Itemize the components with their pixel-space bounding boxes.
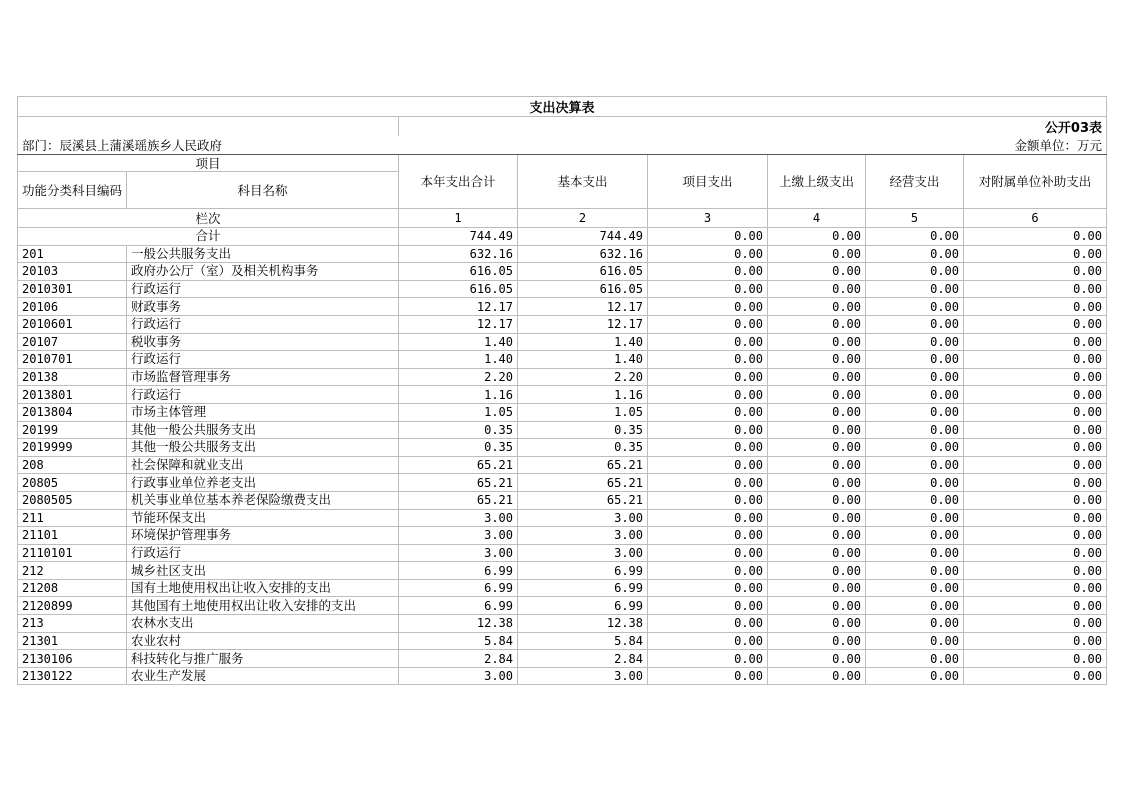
total-value: 744.49 <box>399 228 518 246</box>
column-number: 3 <box>648 209 768 228</box>
subject-name: 农业农村 <box>127 632 399 650</box>
amount-cell: 12.38 <box>399 615 518 633</box>
amount-cell: 0.00 <box>866 474 964 492</box>
amount-cell: 0.00 <box>866 667 964 685</box>
amount-cell: 0.00 <box>648 439 768 457</box>
data-rows <box>18 245 1107 685</box>
amount-cell: 0.00 <box>648 456 768 474</box>
amount-cell: 0.00 <box>866 579 964 597</box>
amount-cell: 0.00 <box>866 315 964 333</box>
table-row <box>18 562 1107 580</box>
amount-cell: 0.00 <box>648 650 768 668</box>
table-row <box>18 509 1107 527</box>
amount-cell: 65.21 <box>399 491 518 509</box>
amount-cell: 0.00 <box>964 386 1107 404</box>
table-row <box>18 474 1107 492</box>
subject-code: 2080505 <box>18 491 127 509</box>
amount-cell: 0.00 <box>768 474 866 492</box>
amount-cell: 6.99 <box>399 579 518 597</box>
amount-cell: 0.00 <box>768 263 866 281</box>
amount-cell: 0.00 <box>964 439 1107 457</box>
amount-cell: 0.00 <box>964 263 1107 281</box>
amount-cell: 12.17 <box>399 298 518 316</box>
amount-cell: 0.00 <box>964 403 1107 421</box>
amount-cell: 12.17 <box>518 315 648 333</box>
amount-cell: 1.16 <box>518 386 648 404</box>
amount-cell: 6.99 <box>518 579 648 597</box>
amount-cell: 65.21 <box>518 456 648 474</box>
subject-code: 213 <box>18 615 127 633</box>
amount-cell: 616.05 <box>518 280 648 298</box>
amount-cell: 0.00 <box>648 333 768 351</box>
amount-cell: 3.00 <box>399 667 518 685</box>
subject-code: 2110101 <box>18 544 127 562</box>
amount-cell: 2.20 <box>518 368 648 386</box>
header-subsidy: 对附属单位补助支出 <box>964 155 1107 209</box>
amount-cell: 0.00 <box>768 579 866 597</box>
table-row <box>18 421 1107 439</box>
subject-name: 财政事务 <box>127 298 399 316</box>
amount-cell: 0.00 <box>768 456 866 474</box>
amount-cell: 65.21 <box>399 456 518 474</box>
table-title: 支出决算表 <box>18 97 1107 117</box>
amount-cell: 616.05 <box>399 280 518 298</box>
table-row <box>18 544 1107 562</box>
amount-cell: 0.00 <box>866 403 964 421</box>
subject-name: 社会保障和就业支出 <box>127 456 399 474</box>
amount-cell: 0.00 <box>964 597 1107 615</box>
subject-code: 2010601 <box>18 315 127 333</box>
subject-name: 其他一般公共服务支出 <box>127 421 399 439</box>
table-row <box>18 368 1107 386</box>
amount-cell: 6.99 <box>518 597 648 615</box>
subject-name: 行政事业单位养老支出 <box>127 474 399 492</box>
amount-cell: 0.00 <box>648 315 768 333</box>
amount-cell: 632.16 <box>518 245 648 263</box>
amount-cell: 0.00 <box>648 298 768 316</box>
amount-cell: 0.00 <box>866 544 964 562</box>
amount-cell: 0.35 <box>399 421 518 439</box>
amount-cell: 0.35 <box>518 421 648 439</box>
amount-cell: 0.00 <box>648 351 768 369</box>
amount-cell: 0.00 <box>866 650 964 668</box>
subject-code: 2019999 <box>18 439 127 457</box>
header-code: 功能分类科目编码 <box>18 172 127 209</box>
table-row <box>18 527 1107 545</box>
subject-code: 20106 <box>18 298 127 316</box>
department-label: 部门：辰溪县上蒲溪瑶族乡人民政府 <box>18 136 399 155</box>
table-row <box>18 597 1107 615</box>
header-basic: 基本支出 <box>518 155 648 209</box>
amount-cell: 0.00 <box>648 491 768 509</box>
subject-code: 2010701 <box>18 351 127 369</box>
table-row <box>18 579 1107 597</box>
amount-cell: 0.00 <box>964 368 1107 386</box>
amount-cell: 0.00 <box>964 491 1107 509</box>
amount-cell: 6.99 <box>399 562 518 580</box>
amount-cell: 0.00 <box>768 491 866 509</box>
subject-name: 其他国有土地使用权出让收入安排的支出 <box>127 597 399 615</box>
amount-cell: 0.00 <box>866 632 964 650</box>
amount-cell: 0.00 <box>964 245 1107 263</box>
header-project-expenditure: 项目支出 <box>648 155 768 209</box>
subject-code: 2130122 <box>18 667 127 685</box>
table-row <box>18 456 1107 474</box>
table-row <box>18 351 1107 369</box>
subject-code: 208 <box>18 456 127 474</box>
amount-cell: 0.00 <box>866 280 964 298</box>
amount-cell: 0.00 <box>768 632 866 650</box>
amount-cell: 1.05 <box>399 403 518 421</box>
subject-name: 政府办公厅（室）及相关机构事务 <box>127 263 399 281</box>
column-number: 4 <box>768 209 866 228</box>
amount-cell: 0.00 <box>964 562 1107 580</box>
subject-name: 节能环保支出 <box>127 509 399 527</box>
amount-cell: 0.00 <box>768 351 866 369</box>
amount-cell: 0.00 <box>648 474 768 492</box>
amount-cell: 0.00 <box>964 456 1107 474</box>
amount-cell: 0.00 <box>866 368 964 386</box>
table-row <box>18 263 1107 281</box>
subject-name: 行政运行 <box>127 280 399 298</box>
amount-cell: 2.84 <box>518 650 648 668</box>
column-number: 6 <box>964 209 1107 228</box>
amount-cell: 3.00 <box>518 667 648 685</box>
amount-cell: 0.00 <box>964 509 1107 527</box>
amount-cell: 6.99 <box>399 597 518 615</box>
amount-cell: 12.17 <box>518 298 648 316</box>
amount-cell: 0.00 <box>866 439 964 457</box>
amount-cell: 616.05 <box>399 263 518 281</box>
amount-cell: 0.00 <box>768 509 866 527</box>
amount-cell: 0.00 <box>964 474 1107 492</box>
column-number-label: 栏次 <box>18 209 399 228</box>
amount-cell: 616.05 <box>518 263 648 281</box>
table-row <box>18 315 1107 333</box>
amount-cell: 0.00 <box>648 403 768 421</box>
amount-cell: 0.00 <box>768 315 866 333</box>
amount-cell: 0.00 <box>768 544 866 562</box>
subject-name: 环境保护管理事务 <box>127 527 399 545</box>
amount-cell: 0.35 <box>399 439 518 457</box>
expenditure-table <box>17 96 1107 685</box>
formno-spacer <box>18 117 399 137</box>
amount-cell: 0.00 <box>866 298 964 316</box>
amount-cell: 0.00 <box>866 421 964 439</box>
amount-cell: 0.00 <box>964 351 1107 369</box>
header-upper-level: 上缴上级支出 <box>768 155 866 209</box>
subject-code: 20199 <box>18 421 127 439</box>
subject-code: 2010301 <box>18 280 127 298</box>
header-total: 本年支出合计 <box>399 155 518 209</box>
subject-name: 行政运行 <box>127 351 399 369</box>
amount-cell: 65.21 <box>399 474 518 492</box>
header-project: 项目 <box>18 155 399 172</box>
amount-cell: 0.00 <box>866 527 964 545</box>
amount-cell: 0.00 <box>768 597 866 615</box>
amount-cell: 0.00 <box>768 333 866 351</box>
total-value: 0.00 <box>768 228 866 246</box>
subject-name: 其他一般公共服务支出 <box>127 439 399 457</box>
total-value: 0.00 <box>964 228 1107 246</box>
amount-cell: 65.21 <box>518 474 648 492</box>
subject-name: 市场监督管理事务 <box>127 368 399 386</box>
table-row <box>18 615 1107 633</box>
subject-name: 农林水支出 <box>127 615 399 633</box>
amount-cell: 0.00 <box>768 421 866 439</box>
amount-cell: 0.00 <box>964 667 1107 685</box>
header-business: 经营支出 <box>866 155 964 209</box>
table-row <box>18 386 1107 404</box>
subject-name: 农业生产发展 <box>127 667 399 685</box>
amount-cell: 0.00 <box>866 615 964 633</box>
amount-cell: 0.00 <box>866 351 964 369</box>
amount-cell: 0.00 <box>648 421 768 439</box>
subject-code: 2013804 <box>18 403 127 421</box>
amount-cell: 0.35 <box>518 439 648 457</box>
amount-cell: 0.00 <box>866 333 964 351</box>
amount-cell: 0.00 <box>964 527 1107 545</box>
total-label: 合计 <box>18 228 399 246</box>
amount-cell: 0.00 <box>648 509 768 527</box>
amount-cell: 0.00 <box>866 386 964 404</box>
amount-cell: 0.00 <box>866 491 964 509</box>
subject-code: 21301 <box>18 632 127 650</box>
amount-cell: 0.00 <box>866 456 964 474</box>
amount-cell: 2.20 <box>399 368 518 386</box>
amount-cell: 0.00 <box>866 509 964 527</box>
amount-cell: 3.00 <box>518 509 648 527</box>
subject-name: 行政运行 <box>127 386 399 404</box>
subject-name: 国有土地使用权出让收入安排的支出 <box>127 579 399 597</box>
amount-cell: 0.00 <box>768 562 866 580</box>
total-value: 744.49 <box>518 228 648 246</box>
amount-cell: 0.00 <box>648 245 768 263</box>
amount-cell: 0.00 <box>648 667 768 685</box>
amount-cell: 0.00 <box>964 579 1107 597</box>
amount-cell: 5.84 <box>518 632 648 650</box>
amount-cell: 0.00 <box>768 386 866 404</box>
table-row <box>18 280 1107 298</box>
amount-cell: 0.00 <box>648 263 768 281</box>
amount-cell: 1.16 <box>399 386 518 404</box>
subject-name: 市场主体管理 <box>127 403 399 421</box>
table-row <box>18 650 1107 668</box>
amount-cell: 0.00 <box>768 298 866 316</box>
amount-cell: 0.00 <box>768 615 866 633</box>
amount-cell: 0.00 <box>768 280 866 298</box>
table-row <box>18 298 1107 316</box>
amount-cell: 0.00 <box>964 333 1107 351</box>
amount-cell: 0.00 <box>964 544 1107 562</box>
amount-cell: 0.00 <box>964 632 1107 650</box>
subject-code: 211 <box>18 509 127 527</box>
subject-code: 20107 <box>18 333 127 351</box>
table-row <box>18 667 1107 685</box>
amount-cell: 0.00 <box>964 421 1107 439</box>
amount-cell: 1.40 <box>399 351 518 369</box>
amount-cell: 0.00 <box>768 650 866 668</box>
subject-name: 机关事业单位基本养老保险缴费支出 <box>127 491 399 509</box>
amount-cell: 12.17 <box>399 315 518 333</box>
subject-code: 2130106 <box>18 650 127 668</box>
form-number: 公开03表 <box>399 117 1107 137</box>
table-row <box>18 333 1107 351</box>
amount-cell: 0.00 <box>648 544 768 562</box>
table-row <box>18 632 1107 650</box>
subject-code: 212 <box>18 562 127 580</box>
amount-cell: 6.99 <box>518 562 648 580</box>
table-row <box>18 491 1107 509</box>
amount-cell: 0.00 <box>648 368 768 386</box>
amount-cell: 1.40 <box>399 333 518 351</box>
amount-cell: 0.00 <box>648 579 768 597</box>
amount-cell: 3.00 <box>399 527 518 545</box>
amount-cell: 0.00 <box>648 527 768 545</box>
column-number: 2 <box>518 209 648 228</box>
unit-label: 金额单位：万元 <box>399 136 1107 155</box>
total-row <box>18 228 1107 246</box>
amount-cell: 1.05 <box>518 403 648 421</box>
subject-code: 2120899 <box>18 597 127 615</box>
amount-cell: 0.00 <box>964 315 1107 333</box>
subject-code: 21101 <box>18 527 127 545</box>
amount-cell: 0.00 <box>648 386 768 404</box>
amount-cell: 0.00 <box>648 562 768 580</box>
amount-cell: 0.00 <box>964 280 1107 298</box>
header-name: 科目名称 <box>127 172 399 209</box>
total-value: 0.00 <box>866 228 964 246</box>
amount-cell: 3.00 <box>518 527 648 545</box>
subject-name: 行政运行 <box>127 315 399 333</box>
amount-cell: 0.00 <box>768 368 866 386</box>
subject-code: 20138 <box>18 368 127 386</box>
amount-cell: 0.00 <box>648 615 768 633</box>
amount-cell: 0.00 <box>964 298 1107 316</box>
total-value: 0.00 <box>648 228 768 246</box>
amount-cell: 0.00 <box>866 245 964 263</box>
subject-code: 201 <box>18 245 127 263</box>
amount-cell: 0.00 <box>866 562 964 580</box>
amount-cell: 0.00 <box>768 527 866 545</box>
amount-cell: 0.00 <box>648 632 768 650</box>
subject-code: 20805 <box>18 474 127 492</box>
table-row <box>18 245 1107 263</box>
amount-cell: 0.00 <box>648 280 768 298</box>
amount-cell: 0.00 <box>964 615 1107 633</box>
amount-cell: 632.16 <box>399 245 518 263</box>
amount-cell: 0.00 <box>866 263 964 281</box>
amount-cell: 1.40 <box>518 333 648 351</box>
subject-name: 一般公共服务支出 <box>127 245 399 263</box>
subject-name: 行政运行 <box>127 544 399 562</box>
subject-name: 科技转化与推广服务 <box>127 650 399 668</box>
amount-cell: 0.00 <box>964 650 1107 668</box>
subject-name: 城乡社区支出 <box>127 562 399 580</box>
amount-cell: 12.38 <box>518 615 648 633</box>
subject-code: 21208 <box>18 579 127 597</box>
column-number: 1 <box>399 209 518 228</box>
amount-cell: 0.00 <box>768 403 866 421</box>
subject-name: 税收事务 <box>127 333 399 351</box>
amount-cell: 1.40 <box>518 351 648 369</box>
amount-cell: 0.00 <box>866 597 964 615</box>
subject-code: 2013801 <box>18 386 127 404</box>
table-row <box>18 403 1107 421</box>
amount-cell: 2.84 <box>399 650 518 668</box>
amount-cell: 0.00 <box>768 667 866 685</box>
column-number: 5 <box>866 209 964 228</box>
amount-cell: 0.00 <box>768 439 866 457</box>
amount-cell: 3.00 <box>518 544 648 562</box>
amount-cell: 3.00 <box>399 509 518 527</box>
subject-code: 20103 <box>18 263 127 281</box>
amount-cell: 0.00 <box>768 245 866 263</box>
amount-cell: 65.21 <box>518 491 648 509</box>
amount-cell: 5.84 <box>399 632 518 650</box>
table-row <box>18 439 1107 457</box>
amount-cell: 3.00 <box>399 544 518 562</box>
amount-cell: 0.00 <box>648 597 768 615</box>
